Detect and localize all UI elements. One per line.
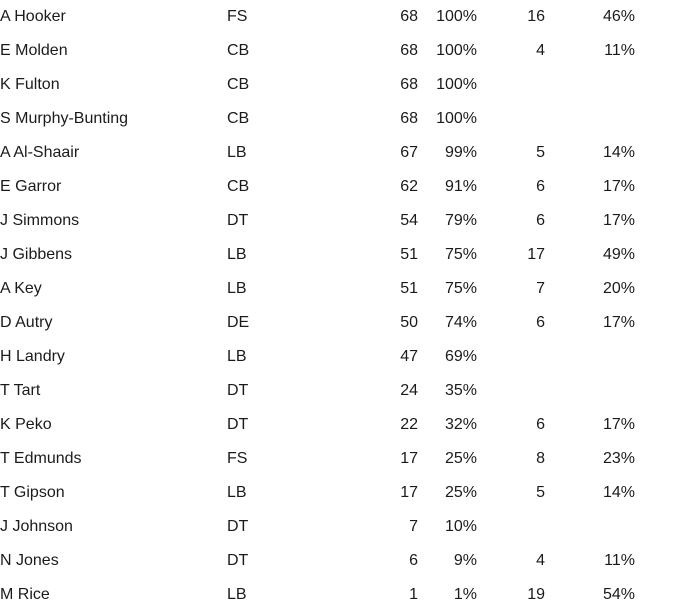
- table-row: [0, 306, 635, 340]
- table-row: [0, 34, 635, 68]
- special-teams-count-cell: [477, 340, 545, 374]
- snaps-count-cell: 24: [400, 382, 418, 399]
- special-teams-percent-cell: 17%: [602, 178, 635, 195]
- snaps-percent-cell: 91%: [444, 178, 477, 195]
- position-cell: LB: [227, 246, 247, 263]
- special-teams-count-cell: 5: [536, 484, 545, 501]
- player-name-cell: M Rice: [0, 586, 50, 603]
- player-name-cell: J Simmons: [0, 212, 80, 229]
- special-teams-count-cell: 4: [536, 42, 545, 59]
- snaps-count-cell: 1: [409, 586, 418, 603]
- position-cell: DE: [227, 314, 250, 331]
- position-cell: LB: [227, 348, 247, 365]
- table-row: [0, 374, 635, 408]
- snaps-count-cell: 67: [400, 144, 418, 161]
- special-teams-percent-cell: [545, 340, 635, 374]
- snaps-count-cell: 62: [400, 178, 418, 195]
- player-name-cell: N Jones: [0, 552, 59, 569]
- snaps-percent-cell: 74%: [444, 314, 477, 331]
- special-teams-percent-cell: 54%: [602, 586, 635, 603]
- snaps-count-cell: 68: [400, 8, 418, 25]
- table-row: [0, 0, 635, 34]
- table-row: [0, 340, 635, 374]
- table-row: [0, 510, 635, 544]
- player-name-cell: H Landry: [0, 348, 65, 365]
- table-row: [0, 68, 635, 102]
- snaps-count-cell: 51: [400, 280, 418, 297]
- player-name-cell: T Edmunds: [0, 450, 82, 467]
- special-teams-count-cell: 16: [527, 8, 545, 25]
- position-cell: DT: [227, 382, 249, 399]
- table-row: [0, 170, 635, 204]
- snaps-count-cell: 68: [400, 76, 418, 93]
- special-teams-percent-cell: 14%: [602, 484, 635, 501]
- snaps-count-cell: 17: [400, 484, 418, 501]
- special-teams-percent-cell: 17%: [602, 212, 635, 229]
- position-cell: LB: [227, 586, 247, 603]
- table-row: [0, 578, 635, 611]
- snaps-percent-cell: 75%: [444, 280, 477, 297]
- player-name-cell: A Hooker: [0, 8, 66, 25]
- player-name-cell: A Key: [0, 280, 42, 297]
- player-name-cell: T Tart: [0, 382, 41, 399]
- snaps-percent-cell: 10%: [444, 518, 477, 535]
- snaps-percent-cell: 69%: [444, 348, 477, 365]
- snaps-percent-cell: 75%: [444, 246, 477, 263]
- position-cell: DT: [227, 416, 249, 433]
- special-teams-percent-cell: [545, 68, 635, 102]
- snaps-count-cell: 50: [400, 314, 418, 331]
- player-name-cell: K Fulton: [0, 76, 60, 93]
- special-teams-count-cell: 5: [536, 144, 545, 161]
- position-cell: LB: [227, 144, 247, 161]
- player-name-cell: E Garror: [0, 178, 62, 195]
- snaps-count-cell: 51: [400, 246, 418, 263]
- special-teams-count-cell: [477, 510, 545, 544]
- snaps-count-cell: 7: [409, 518, 418, 535]
- snaps-count-cell: 47: [400, 348, 418, 365]
- snaps-percent-cell: 100%: [436, 8, 477, 25]
- special-teams-percent-cell: [545, 510, 635, 544]
- table-row: [0, 544, 635, 578]
- special-teams-count-cell: [477, 68, 545, 102]
- snaps-percent-cell: 32%: [444, 416, 477, 433]
- player-name-cell: J Gibbens: [0, 246, 73, 263]
- snaps-percent-cell: 25%: [444, 450, 477, 467]
- snaps-count-cell: 54: [400, 212, 418, 229]
- player-name-cell: J Johnson: [0, 518, 73, 535]
- position-cell: DT: [227, 212, 249, 229]
- special-teams-percent-cell: 14%: [602, 144, 635, 161]
- snaps-count-cell: 68: [400, 42, 418, 59]
- position-cell: CB: [227, 178, 250, 195]
- snaps-percent-cell: 100%: [436, 42, 477, 59]
- position-cell: DT: [227, 518, 249, 535]
- special-teams-percent-cell: 17%: [602, 314, 635, 331]
- position-cell: DT: [227, 552, 249, 569]
- table-row: [0, 136, 635, 170]
- player-name-cell: S Murphy-Bunting: [0, 110, 129, 127]
- special-teams-count-cell: 8: [536, 450, 545, 467]
- snaps-percent-cell: 35%: [444, 382, 477, 399]
- table-row: [0, 476, 635, 510]
- position-cell: LB: [227, 280, 247, 297]
- special-teams-count-cell: 17: [527, 246, 545, 263]
- position-cell: CB: [227, 110, 250, 127]
- special-teams-percent-cell: 17%: [602, 416, 635, 433]
- special-teams-count-cell: 4: [536, 552, 545, 569]
- snaps-count-cell: 17: [400, 450, 418, 467]
- table-row: [0, 272, 635, 306]
- table-row: [0, 204, 635, 238]
- table-row: [0, 102, 635, 136]
- snaps-count-cell: 6: [409, 552, 418, 569]
- position-cell: FS: [227, 450, 248, 467]
- player-name-cell: D Autry: [0, 314, 53, 331]
- special-teams-count-cell: 6: [536, 314, 545, 331]
- special-teams-percent-cell: 23%: [602, 450, 635, 467]
- table-row: [0, 408, 635, 442]
- snaps-percent-cell: 79%: [444, 212, 477, 229]
- table-row: [0, 442, 635, 476]
- position-cell: FS: [227, 8, 248, 25]
- position-cell: LB: [227, 484, 247, 501]
- special-teams-count-cell: 6: [536, 212, 545, 229]
- snaps-percent-cell: 100%: [436, 76, 477, 93]
- snaps-percent-cell: 9%: [453, 552, 477, 569]
- snaps-percent-cell: 1%: [453, 586, 477, 603]
- snaps-percent-cell: 100%: [436, 110, 477, 127]
- snaps-percent-cell: 25%: [444, 484, 477, 501]
- player-name-cell: T Gipson: [0, 484, 65, 501]
- special-teams-count-cell: [477, 102, 545, 136]
- snaps-percent-cell: 99%: [444, 144, 477, 161]
- snaps-count-cell: 68: [400, 110, 418, 127]
- position-cell: CB: [227, 42, 250, 59]
- special-teams-count-cell: [477, 374, 545, 408]
- player-name-cell: K Peko: [0, 416, 52, 433]
- special-teams-percent-cell: 20%: [602, 280, 635, 297]
- special-teams-percent-cell: 11%: [604, 552, 635, 569]
- special-teams-percent-cell: [545, 102, 635, 136]
- special-teams-percent-cell: 46%: [602, 8, 635, 25]
- special-teams-count-cell: 6: [536, 416, 545, 433]
- special-teams-count-cell: 19: [527, 586, 545, 603]
- special-teams-percent-cell: [545, 374, 635, 408]
- special-teams-count-cell: 7: [536, 280, 545, 297]
- player-name-cell: E Molden: [0, 42, 68, 59]
- position-cell: CB: [227, 76, 250, 93]
- snaps-count-cell: 22: [400, 416, 418, 433]
- table-row: [0, 238, 635, 272]
- special-teams-percent-cell: 11%: [604, 42, 635, 59]
- special-teams-percent-cell: 49%: [602, 246, 635, 263]
- player-name-cell: A Al-Shaair: [0, 144, 80, 161]
- special-teams-count-cell: 6: [536, 178, 545, 195]
